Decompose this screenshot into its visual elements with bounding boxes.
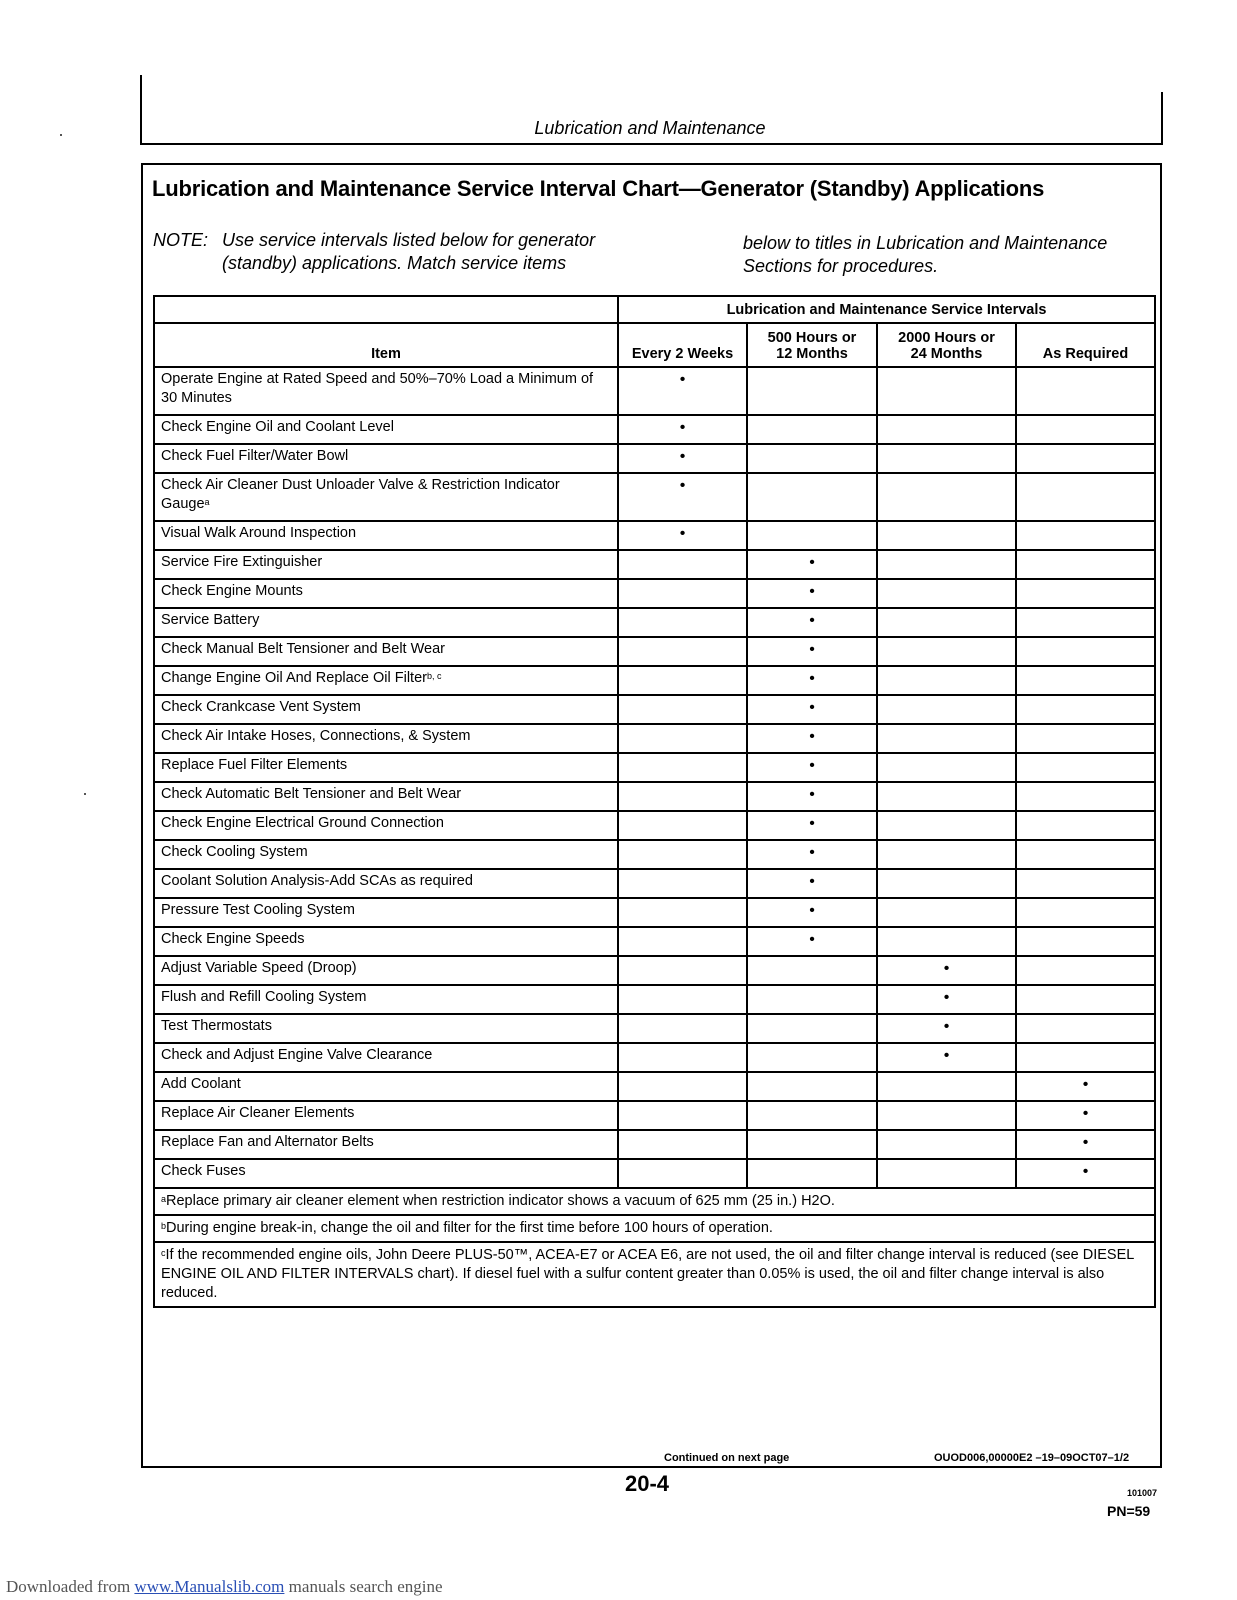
interval-cell <box>618 1101 747 1130</box>
interval-cell <box>877 415 1016 444</box>
table-row <box>154 840 1155 869</box>
interval-cell <box>1016 724 1155 753</box>
interval-cell <box>747 985 877 1014</box>
service-item-label: Add Coolant <box>161 1076 241 1092</box>
interval-marker: • <box>618 367 747 415</box>
table-row <box>154 521 1155 550</box>
interval-cell <box>618 1159 747 1188</box>
footnote-row <box>154 1188 1155 1215</box>
interval-cell <box>877 579 1016 608</box>
interval-cell <box>877 637 1016 666</box>
service-item-label: Check Engine Speeds <box>161 931 305 947</box>
interval-cell <box>618 1130 747 1159</box>
table-row <box>154 608 1155 637</box>
service-item-label: Check Air Intake Hoses, Connections, & System <box>161 728 471 744</box>
interval-cell <box>1016 840 1155 869</box>
table-row <box>154 782 1155 811</box>
service-item <box>154 927 618 956</box>
interval-cell <box>1016 608 1155 637</box>
interval-cell <box>618 898 747 927</box>
service-item-label: Operate Engine at Rated Speed and 50%–70% Load a Minimum of 30 Minutes <box>161 371 594 406</box>
service-item-label: Check Air Cleaner Dust Unloader Valve & Restriction Indicator Gauge <box>161 477 560 512</box>
column-header-as-required: As Required <box>1016 323 1155 367</box>
interval-cell <box>877 521 1016 550</box>
note-right-line-2: Sections for procedures. <box>743 256 939 276</box>
table-row <box>154 1043 1155 1072</box>
interval-marker: • <box>618 473 747 521</box>
interval-marker: • <box>747 550 877 579</box>
table-row <box>154 869 1155 898</box>
interval-cell <box>618 985 747 1014</box>
interval-cell <box>618 695 747 724</box>
note-line-1: Use service intervals listed below for generator <box>222 230 596 250</box>
table-row <box>154 1130 1155 1159</box>
header-blank-cell <box>154 296 618 323</box>
service-item <box>154 840 618 869</box>
footnote-row <box>154 1215 1155 1242</box>
interval-cell <box>1016 415 1155 444</box>
service-item-label: Adjust Variable Speed (Droop) <box>161 960 357 976</box>
interval-cell <box>1016 550 1155 579</box>
interval-cell <box>1016 782 1155 811</box>
interval-cell <box>877 927 1016 956</box>
header-rule-left <box>140 75 142 145</box>
service-table-body <box>154 367 1155 1188</box>
interval-marker: • <box>618 521 747 550</box>
service-item-label: Check Fuses <box>161 1163 246 1179</box>
interval-marker: • <box>877 1014 1016 1043</box>
interval-cell <box>618 1014 747 1043</box>
interval-cell <box>877 367 1016 415</box>
interval-cell <box>1016 811 1155 840</box>
interval-cell <box>877 724 1016 753</box>
interval-cell <box>747 521 877 550</box>
interval-cell <box>618 753 747 782</box>
interval-marker: • <box>618 415 747 444</box>
service-item-label: Check Automatic Belt Tensioner and Belt Wear <box>161 786 462 802</box>
interval-cell <box>747 1072 877 1101</box>
note-right <box>743 232 1153 278</box>
interval-cell <box>618 1043 747 1072</box>
interval-marker: • <box>747 666 877 695</box>
column-header-every-2-weeks: Every 2 Weeks <box>618 323 747 367</box>
service-item-label: Pressure Test Cooling System <box>161 902 355 918</box>
interval-cell <box>877 1130 1016 1159</box>
service-item <box>154 695 618 724</box>
service-item-label: Test Thermostats <box>161 1018 272 1034</box>
service-item <box>154 1130 618 1159</box>
section-header: Lubrication and Maintenance <box>534 118 766 138</box>
chart-title: Lubrication and Maintenance Service Interval Chart—Generator (Standby) Applications <box>152 176 1045 201</box>
watermark-prefix: Downloaded from <box>6 1577 135 1596</box>
scan-speck <box>84 793 86 795</box>
interval-cell <box>1016 473 1155 521</box>
service-item <box>154 367 618 415</box>
interval-cell <box>618 782 747 811</box>
footnote-mark: c <box>161 1248 166 1258</box>
interval-cell <box>1016 666 1155 695</box>
footnote-reference: b, c <box>426 671 442 681</box>
interval-cell <box>877 898 1016 927</box>
interval-cell <box>1016 444 1155 473</box>
interval-marker: • <box>747 579 877 608</box>
service-item-label: Check Engine Oil and Coolant Level <box>161 419 394 435</box>
footnote <box>154 1188 1155 1215</box>
interval-marker: • <box>1016 1101 1155 1130</box>
service-item-label: Visual Walk Around Inspection <box>161 525 357 541</box>
footnote-text: During engine break-in, change the oil and filter for the first time before 100 hours of operation. <box>166 1220 773 1236</box>
interval-cell <box>1016 985 1155 1014</box>
footnotes-body <box>154 1188 1155 1307</box>
interval-cell <box>618 666 747 695</box>
interval-cell <box>618 927 747 956</box>
pn-number: PN=59 <box>1107 1503 1151 1519</box>
interval-cell <box>877 869 1016 898</box>
interval-marker: • <box>747 811 877 840</box>
interval-marker: • <box>877 956 1016 985</box>
service-item <box>154 782 618 811</box>
column-header-2000-hours <box>877 323 1016 367</box>
service-item <box>154 579 618 608</box>
service-item <box>154 753 618 782</box>
interval-cell <box>877 695 1016 724</box>
interval-marker: • <box>747 840 877 869</box>
column-header-500-line-1: 500 Hours or <box>767 330 857 346</box>
service-item-label: Check and Adjust Engine Valve Clearance <box>161 1047 433 1063</box>
interval-cell <box>618 579 747 608</box>
table-row <box>154 666 1155 695</box>
interval-cell <box>877 1072 1016 1101</box>
interval-cell <box>747 415 877 444</box>
header-rule-right <box>1161 92 1163 145</box>
interval-cell <box>877 473 1016 521</box>
interval-marker: • <box>747 724 877 753</box>
service-item <box>154 898 618 927</box>
interval-cell <box>747 956 877 985</box>
interval-cell <box>1016 956 1155 985</box>
table-row <box>154 550 1155 579</box>
table-row <box>154 1072 1155 1101</box>
service-interval-table <box>153 295 1156 1308</box>
interval-cell <box>618 1072 747 1101</box>
note-right-line-1: below to titles in Lubrication and Maintenance <box>743 233 1108 253</box>
column-header-item: Item <box>154 323 618 367</box>
interval-marker: • <box>1016 1072 1155 1101</box>
intervals-group-header: Lubrication and Maintenance Service Intervals <box>618 296 1155 323</box>
footnote-mark: a <box>161 1194 167 1204</box>
interval-cell <box>1016 521 1155 550</box>
interval-cell <box>877 753 1016 782</box>
service-item-label: Check Engine Mounts <box>161 583 303 599</box>
service-item <box>154 521 618 550</box>
manualslib-link[interactable]: www.Manualslib.com <box>134 1577 285 1596</box>
interval-cell <box>618 724 747 753</box>
service-item <box>154 1014 618 1043</box>
footnote-text: If the recommended engine oils, John Deere PLUS-50™, ACEA-E7 or ACEA E6, are not used, the oil and filter change interval is reduced (see DIESEL ENGINE OIL AND FILTER INTERVALS chart). If diesel fuel with a sulfur content greater than 0.05% is used, the oil and filter change interval is also reduced. <box>161 1247 1134 1301</box>
service-item <box>154 415 618 444</box>
interval-cell <box>618 869 747 898</box>
service-item <box>154 1043 618 1072</box>
service-item <box>154 724 618 753</box>
table-row <box>154 956 1155 985</box>
interval-cell <box>1016 1043 1155 1072</box>
table-row <box>154 898 1155 927</box>
note-line-2: (standby) applications. Match service items <box>222 253 567 273</box>
interval-cell <box>618 811 747 840</box>
service-item-label: Flush and Refill Cooling System <box>161 989 367 1005</box>
service-item <box>154 473 618 521</box>
interval-cell <box>1016 637 1155 666</box>
interval-cell <box>747 1159 877 1188</box>
interval-marker: • <box>747 753 877 782</box>
service-item <box>154 1072 618 1101</box>
interval-cell <box>618 608 747 637</box>
interval-cell <box>747 367 877 415</box>
table-row <box>154 473 1155 521</box>
interval-cell <box>1016 695 1155 724</box>
table-row <box>154 695 1155 724</box>
table-row <box>154 367 1155 415</box>
interval-cell <box>747 1101 877 1130</box>
interval-cell <box>877 1101 1016 1130</box>
table-row <box>154 1159 1155 1188</box>
service-item-label: Coolant Solution Analysis-Add SCAs as required <box>161 873 473 889</box>
service-item-label: Replace Air Cleaner Elements <box>161 1105 355 1121</box>
interval-marker: • <box>747 782 877 811</box>
service-item-label: Replace Fan and Alternator Belts <box>161 1134 374 1150</box>
continued-note: Continued on next page <box>664 1452 790 1464</box>
service-item-label: Check Crankcase Vent System <box>161 699 361 715</box>
page-number: 20-4 <box>625 1471 670 1496</box>
service-item-label: Replace Fuel Filter Elements <box>161 757 348 773</box>
note-left <box>153 229 653 275</box>
service-item-label: Check Manual Belt Tensioner and Belt Wear <box>161 641 445 657</box>
interval-cell <box>877 840 1016 869</box>
service-item-label: Check Engine Electrical Ground Connection <box>161 815 444 831</box>
interval-cell <box>1016 898 1155 927</box>
table-row <box>154 811 1155 840</box>
interval-cell <box>877 608 1016 637</box>
interval-cell <box>1016 579 1155 608</box>
service-item-label: Service Fire Extinguisher <box>161 554 323 570</box>
interval-cell <box>877 550 1016 579</box>
service-item-label: Change Engine Oil And Replace Oil Filter <box>161 670 427 686</box>
interval-cell <box>747 473 877 521</box>
date-code: 101007 <box>1127 1488 1158 1498</box>
interval-marker: • <box>747 898 877 927</box>
interval-cell <box>1016 869 1155 898</box>
table-row <box>154 579 1155 608</box>
interval-cell <box>877 666 1016 695</box>
document-code: OUOD006,00000E2 –19–09OCT07–1/2 <box>934 1452 1130 1464</box>
footnote <box>154 1242 1155 1307</box>
interval-marker: • <box>747 927 877 956</box>
interval-cell <box>1016 367 1155 415</box>
service-item-label: Service Battery <box>161 612 260 628</box>
interval-marker: • <box>747 637 877 666</box>
table-row <box>154 637 1155 666</box>
interval-cell <box>747 1043 877 1072</box>
interval-cell <box>877 444 1016 473</box>
interval-cell <box>877 1159 1016 1188</box>
download-watermark <box>6 1577 443 1597</box>
column-header-2000-line-1: 2000 Hours or <box>898 330 995 346</box>
interval-cell <box>618 956 747 985</box>
service-item <box>154 985 618 1014</box>
footnote-text: Replace primary air cleaner element when restriction indicator shows a vacuum of 625 mm (25 in.) H2O. <box>166 1193 835 1209</box>
service-item <box>154 956 618 985</box>
interval-marker: • <box>747 869 877 898</box>
table-row <box>154 415 1155 444</box>
interval-marker: • <box>877 1043 1016 1072</box>
interval-cell <box>1016 753 1155 782</box>
table-row <box>154 985 1155 1014</box>
table-row <box>154 724 1155 753</box>
interval-cell <box>618 637 747 666</box>
table-row <box>154 753 1155 782</box>
table-row <box>154 927 1155 956</box>
interval-marker: • <box>1016 1159 1155 1188</box>
service-item <box>154 608 618 637</box>
column-header-500-line-2: 12 Months <box>776 346 848 362</box>
service-item-label: Check Fuel Filter/Water Bowl <box>161 448 349 464</box>
interval-cell <box>1016 1014 1155 1043</box>
column-header-500-hours <box>747 323 877 367</box>
service-item <box>154 811 618 840</box>
service-item <box>154 444 618 473</box>
interval-marker: • <box>877 985 1016 1014</box>
interval-marker: • <box>747 608 877 637</box>
scan-speck <box>60 134 62 136</box>
service-item <box>154 869 618 898</box>
interval-cell <box>618 550 747 579</box>
interval-cell <box>877 811 1016 840</box>
interval-marker: • <box>747 695 877 724</box>
interval-marker: • <box>1016 1130 1155 1159</box>
service-item-label: Check Cooling System <box>161 844 308 860</box>
table-row <box>154 444 1155 473</box>
header-rule-bottom <box>140 143 1163 145</box>
interval-cell <box>1016 927 1155 956</box>
interval-cell <box>618 840 747 869</box>
footnote-mark: b <box>161 1221 167 1231</box>
footnote-row <box>154 1242 1155 1307</box>
footnote <box>154 1215 1155 1242</box>
service-item <box>154 550 618 579</box>
interval-cell <box>747 444 877 473</box>
table-row <box>154 1014 1155 1043</box>
interval-marker: • <box>618 444 747 473</box>
footnote-reference: a <box>204 497 210 507</box>
note-label: NOTE: <box>153 230 209 250</box>
interval-cell <box>877 782 1016 811</box>
service-item <box>154 666 618 695</box>
table-row <box>154 1101 1155 1130</box>
service-item <box>154 1101 618 1130</box>
column-header-2000-line-2: 24 Months <box>910 346 983 362</box>
interval-cell <box>747 1014 877 1043</box>
interval-cell <box>747 1130 877 1159</box>
watermark-suffix: manuals search engine <box>284 1577 443 1596</box>
service-item <box>154 1159 618 1188</box>
service-item <box>154 637 618 666</box>
